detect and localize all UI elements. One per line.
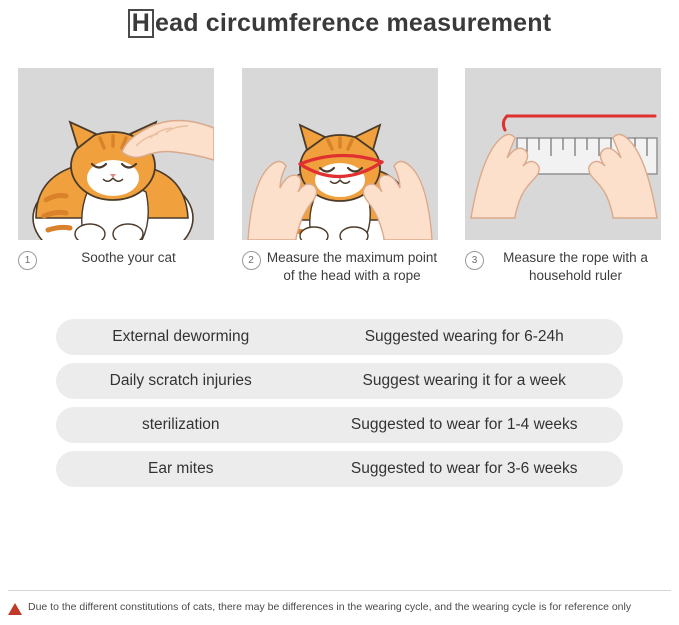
- table-row: [56, 319, 623, 355]
- table-cell-duration: Suggested wearing for 6-24h: [364, 327, 564, 345]
- step-1-number: 1: [18, 251, 37, 270]
- table-cell-duration: Suggest wearing it for a week: [362, 371, 566, 389]
- step-2-caption: Measure the maximum point of the head with a rope: [266, 250, 438, 283]
- step-2: [242, 68, 438, 285]
- steps-row: [0, 68, 679, 285]
- footnote: [8, 601, 671, 615]
- step-3: [465, 68, 661, 285]
- step-2-image: [242, 68, 438, 240]
- step-3-image: [465, 68, 661, 240]
- table-row: [56, 363, 623, 399]
- step-3-caption-row: [465, 249, 661, 285]
- table-cell-condition: Ear mites: [148, 459, 214, 477]
- table-cell-duration: Suggested to wear for 3-6 weeks: [350, 459, 578, 477]
- step-3-caption: Measure the rope with a household ruler: [503, 250, 648, 283]
- step-2-caption-row: [242, 249, 438, 285]
- step-1-image: [18, 68, 214, 240]
- page-title-first-letter: H: [128, 9, 154, 38]
- step-1-caption-row: [18, 249, 214, 270]
- table-cell-duration: Suggested to wear for 1-4 weeks: [350, 415, 578, 433]
- table-cell-condition: sterilization: [141, 415, 220, 433]
- measuring-cat-head-with-rope-illustration: [242, 68, 438, 240]
- table-cell-condition: External deworming: [112, 327, 250, 345]
- hand-petting-cat-illustration: [18, 68, 214, 240]
- page-title-rest: ead circumference measurement: [154, 9, 552, 37]
- warning-triangle-icon: [8, 603, 22, 615]
- step-1: [18, 68, 214, 285]
- table-row: [56, 451, 623, 487]
- page-title: [0, 0, 679, 38]
- table-row: [56, 407, 623, 443]
- measuring-rope-with-ruler-illustration: [465, 68, 661, 240]
- footnote-text: Due to the different constitutions of cats, there may be differences in the wearing cycle, and the wearing cycle is for reference only: [28, 601, 632, 613]
- step-2-number: 2: [242, 251, 261, 270]
- step-3-number: 3: [465, 251, 484, 270]
- table-cell-condition: Daily scratch injuries: [109, 371, 252, 389]
- step-1-caption: Soothe your cat: [81, 250, 176, 265]
- footer-divider: [8, 590, 671, 591]
- wearing-cycle-table: [56, 319, 623, 487]
